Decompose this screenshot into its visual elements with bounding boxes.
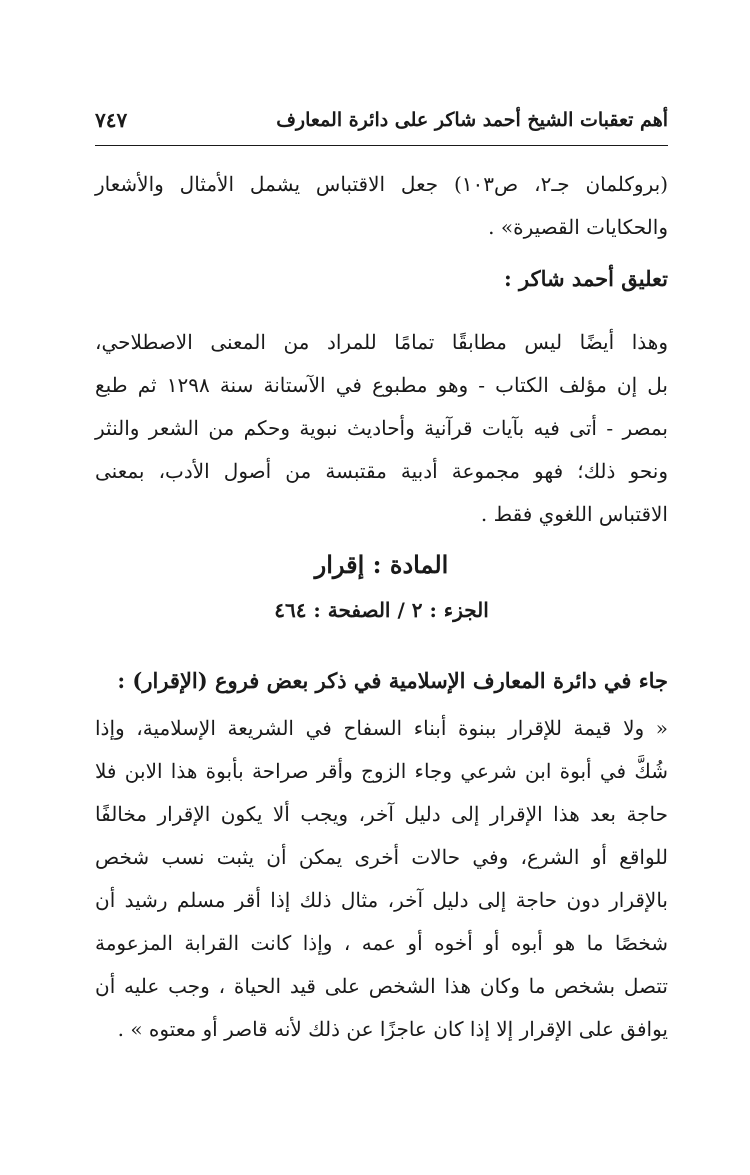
running-header-title: أهم تعقبات الشيخ أحمد شاكر على دائرة المعارف — [276, 109, 668, 131]
paragraph-line: « ولا قيمة للإقرار ببنوة أبناء السفاح في الشريعة الإسلامية، وإذا — [95, 716, 668, 740]
book-page — [95, 0, 668, 1175]
paragraph-line: الاقتباس اللغوي فقط . — [480, 502, 668, 526]
paragraph-line: يوافق على الإقرار إلا إذا كان عاجزًا عن ذلك لأنه قاصر أو معتوه » . — [117, 1017, 668, 1041]
encyclopedia-heading: جاء في دائرة المعارف الإسلامية في ذكر بعض فروع (الإقرار) : — [117, 668, 668, 693]
material-title: المادة : إقرار — [314, 550, 449, 579]
paragraph-line: شُكَّ في أبوة ابن شرعي وجاء الزوج وأقر صراحة بأبوة هذا الابن فلا — [95, 759, 668, 783]
running-header — [95, 100, 668, 140]
paragraph-line: للواقع أو الشرع، وفي حالات أخرى يمكن أن يثبت نسب شخص — [95, 845, 668, 869]
volume-page-reference: الجزء : ٢ / الصفحة : ٤٦٤ — [274, 598, 489, 622]
paragraph-line: حاجة بعد هذا الإقرار إلى دليل آخر، ويجب ألا يكون الإقرار مخالفًا — [95, 802, 668, 826]
comment-paragraph — [95, 321, 668, 536]
paragraph-line: بل إن مؤلف الكتاب - وهو مطبوع في الآستانة سنة ١٢٩٨ ثم طبع — [95, 373, 668, 397]
paragraph-line: ونحو ذلك؛ فهو مجموعة أدبية مقتبسة من أصول الأدب، بمعنى — [95, 459, 668, 483]
encyclopedia-quote — [95, 707, 668, 1051]
paragraph-line: (بروكلمان جـ٢، ص١٠٣) جعل الاقتباس يشمل الأمثال والأشعار — [95, 172, 668, 196]
paragraph-line: تتصل بشخص ما وكان هذا الشخص على قيد الحياة ، وجب عليه أن — [95, 974, 668, 998]
header-rule — [95, 145, 668, 146]
paragraph-line: بمصر - أتى فيه بآيات قرآنية وأحاديث نبوية وحكم من الشعر والنثر — [95, 416, 668, 440]
paragraph-line: شخصًا ما هو أبوه أو أخوه أو عمه ، وإذا كانت القرابة المزعومة — [95, 931, 668, 955]
comment-heading: تعليق أحمد شاكر : — [503, 266, 668, 291]
paragraph-line: والحكايات القصيرة» . — [488, 215, 668, 239]
paragraph-line: وهذا أيضًا ليس مطابقًا تمامًا للمراد من المعنى الاصطلاحي، — [95, 330, 668, 354]
page-number: ٧٤٧ — [95, 108, 128, 132]
intro-paragraph — [95, 163, 668, 249]
paragraph-line: بالإقرار دون حاجة إلى دليل آخر، مثال ذلك إذا أقر مسلم رشيد أن — [95, 888, 668, 912]
